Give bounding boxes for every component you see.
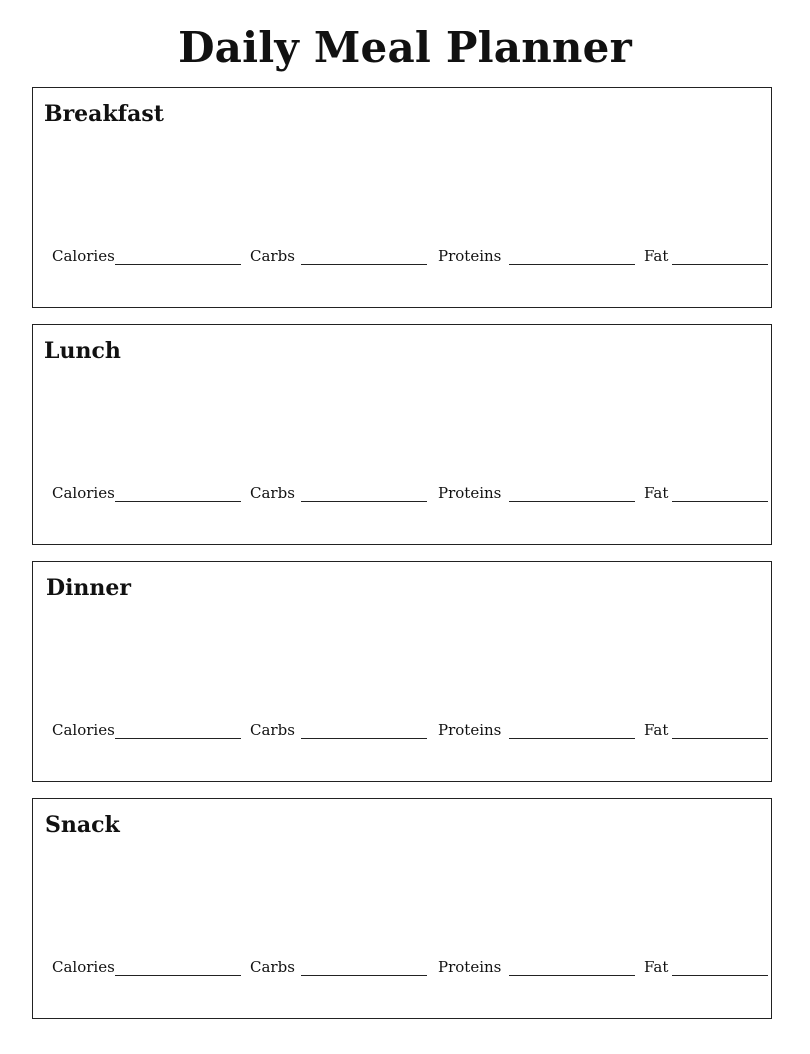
proteins-label: Proteins bbox=[438, 721, 502, 739]
meal-title: Dinner bbox=[46, 575, 132, 601]
calories-entry-line[interactable] bbox=[115, 738, 241, 739]
calories-label: Calories bbox=[52, 958, 115, 976]
carbs-entry-line[interactable] bbox=[301, 975, 427, 976]
calories-label: Calories bbox=[52, 484, 115, 502]
fat-entry-line[interactable] bbox=[672, 975, 768, 976]
nutrient-row bbox=[33, 244, 773, 270]
proteins-label: Proteins bbox=[438, 958, 502, 976]
proteins-entry-line[interactable] bbox=[509, 501, 635, 502]
calories-entry-line[interactable] bbox=[115, 264, 241, 265]
carbs-entry-line[interactable] bbox=[301, 738, 427, 739]
meal-title: Snack bbox=[45, 812, 120, 838]
meal-section-lunch bbox=[32, 324, 772, 545]
carbs-label: Carbs bbox=[250, 721, 295, 739]
nutrient-row bbox=[33, 718, 773, 744]
proteins-entry-line[interactable] bbox=[509, 975, 635, 976]
nutrient-row bbox=[33, 955, 773, 981]
proteins-entry-line[interactable] bbox=[509, 738, 635, 739]
fat-label: Fat bbox=[644, 247, 669, 265]
page-title: Daily Meal Planner bbox=[178, 23, 632, 72]
calories-label: Calories bbox=[52, 721, 115, 739]
meal-section-dinner bbox=[32, 561, 772, 782]
fat-label: Fat bbox=[644, 484, 669, 502]
fat-entry-line[interactable] bbox=[672, 738, 768, 739]
meal-title: Lunch bbox=[44, 338, 121, 364]
carbs-label: Carbs bbox=[250, 484, 295, 502]
carbs-entry-line[interactable] bbox=[301, 264, 427, 265]
fat-label: Fat bbox=[644, 958, 669, 976]
meal-section-snack bbox=[32, 798, 772, 1019]
proteins-entry-line[interactable] bbox=[509, 264, 635, 265]
carbs-entry-line[interactable] bbox=[301, 501, 427, 502]
calories-entry-line[interactable] bbox=[115, 501, 241, 502]
calories-label: Calories bbox=[52, 247, 115, 265]
meal-title: Breakfast bbox=[44, 101, 164, 127]
carbs-label: Carbs bbox=[250, 247, 295, 265]
nutrient-row bbox=[33, 481, 773, 507]
meal-section-breakfast bbox=[32, 87, 772, 308]
proteins-label: Proteins bbox=[438, 484, 502, 502]
fat-label: Fat bbox=[644, 721, 669, 739]
fat-entry-line[interactable] bbox=[672, 264, 768, 265]
fat-entry-line[interactable] bbox=[672, 501, 768, 502]
proteins-label: Proteins bbox=[438, 247, 502, 265]
carbs-label: Carbs bbox=[250, 958, 295, 976]
calories-entry-line[interactable] bbox=[115, 975, 241, 976]
